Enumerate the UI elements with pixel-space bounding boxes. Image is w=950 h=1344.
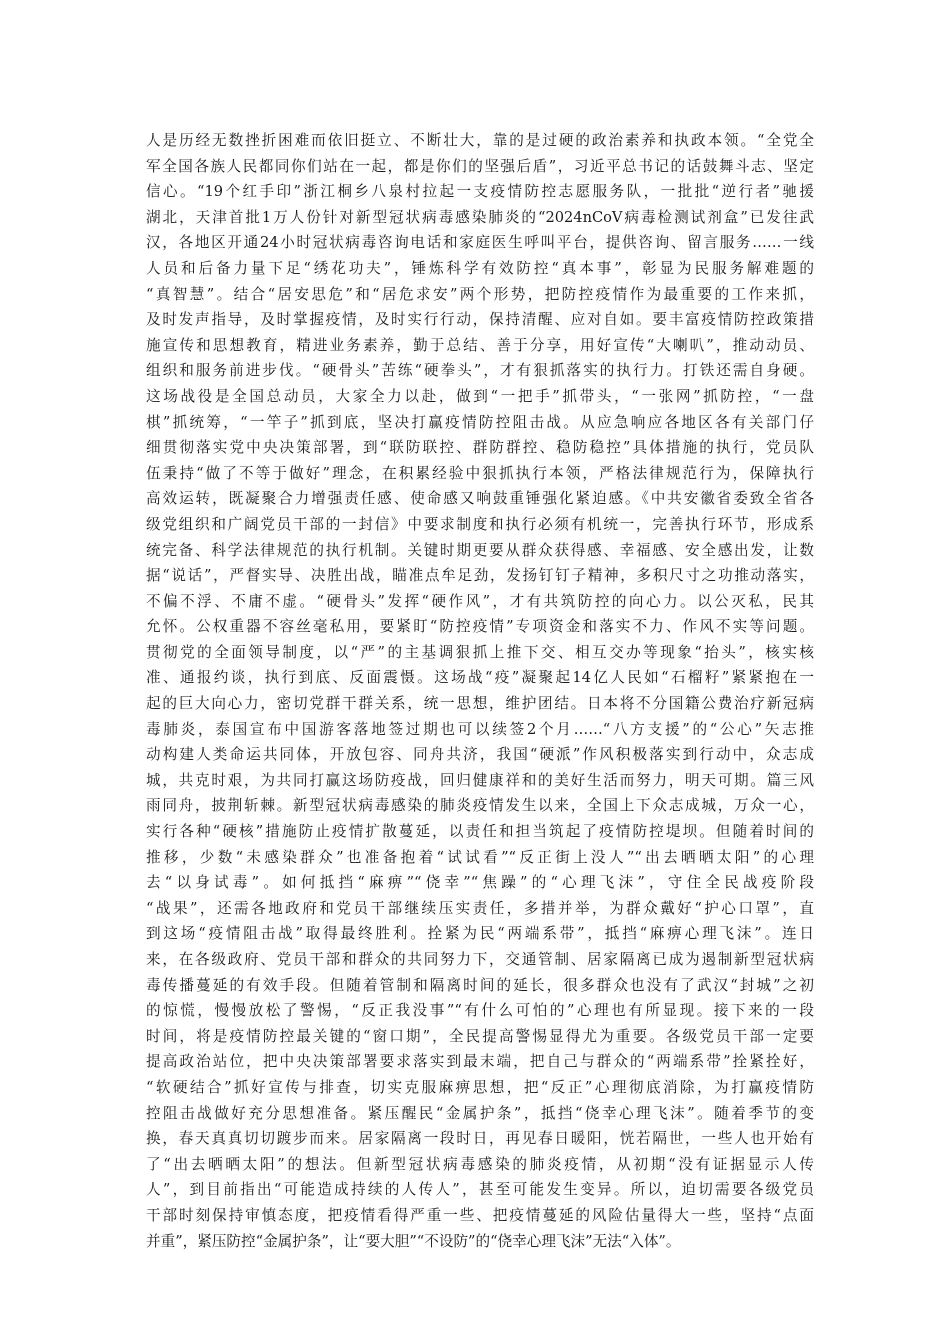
text-line: 允怀。公权重器不容丝毫私用，要紧盯“防控疫情”专项资金和落实不力、作风不实等问题。 (146, 618, 814, 636)
text-line: 实行各种“硬核”措施防止疫情扩散蔓延，以责任和担当筑起了疫情防控堤坝。但随着时间的 (146, 823, 814, 841)
text-line: 信心。“19个红手印”浙江桐乡八泉村拉起一支疫情防控志愿服务队，一批批“逆行者”驰援 (146, 183, 814, 201)
text-line: 统完备、科学法律规范的执行机制。关键时期更要从群众获得感、幸福感、安全感出发，让数 (146, 541, 814, 559)
text-line: 了“出去晒晒太阳”的想法。但新型冠状病毒感染的肺炎疫情，从初期“没有证据显示人传 (146, 1155, 814, 1173)
text-line: 不偏不浮、不庸不虚。“硬骨头”发挥“硬作风”，才有共筑防控的向心力。以公灭私，民其 (146, 592, 814, 610)
body-text (146, 128, 814, 1254)
text-line: 动构建人类命运共同体，开放包容、同舟共济，我国“硬派”作风积极落实到行动中，众志成 (146, 746, 814, 764)
text-line: 据“说话”，严督实导、决胜出战，瞄准点牟足劲，发扬钉钉子精神，多积尺寸之功推动落实， (146, 567, 814, 585)
text-line: 人员和后备力量下足“绣花功夫”，锤炼科学有效防控“真本事”，彰显为民服务解难题的 (146, 259, 814, 277)
text-line: 高效运转，既凝聚合力增强责任感、使命感又响鼓重锤强化紧迫感。《中共安徽省委致全省各 (146, 490, 814, 508)
text-line: 换，春天真真切切踱步而来。居家隔离一段时日，再见春日暖阳，恍若隔世，一些人也开始有 (146, 1130, 814, 1148)
text-line: “战果”，还需各地政府和党员干部继续压实责任，多措并举，为群众戴好“护心口罩”，直 (146, 899, 814, 917)
text-line: 控阻击战做好充分思想准备。紧压醒民“金属护条”，抵挡“侥幸心理飞沫”。随着季节的变 (146, 1104, 814, 1122)
text-line: 这场战役是全国总动员，大家全力以赴，做到“一把手”抓带头，“一张网”抓防控，“一盘 (146, 387, 814, 405)
text-line: 到这场“疫情阻击战”取得最终胜利。拴紧为民“两端系带”，抵挡“麻痹心理飞沫”。连日 (146, 925, 814, 943)
text-line: 时间，将是疫情防控最关键的“窗口期”，全民提高警惕显得尤为重要。各级党员干部一定要 (146, 1027, 814, 1045)
text-line: 来，在各级政府、党员干部和群众的共同努力下，交通管制、居家隔离已成为遏制新型冠状病 (146, 951, 814, 968)
text-line: 并重”，紧压防控“金属护条”，让“要大胆”“不设防”的“侥幸心理飞沫”无法“入体”。 (146, 1232, 681, 1250)
text-line: 的惊慌，慢慢放松了警惕，“反正我没事”“有什么可怕的”心理也有所显现。接下来的一段 (146, 1002, 814, 1020)
text-line: 毒传播蔓延的有效手段。但随着管制和隔离时间的延长，很多群众也没有了武汉“封城”之初 (146, 976, 814, 994)
text-line: 人是历经无数挫折困难而依旧挺立、不断壮大，靠的是过硬的政治素养和执政本领。“全党全 (146, 132, 814, 149)
text-line: 人”，到目前指出“可能造成持续的人传人”，甚至可能发生变异。所以，迫切需要各级党员 (146, 1181, 814, 1199)
text-line: “软硬结合”抓好宣传与排查，切实克服麻痹思想，把“反正”心理彻底消除，为打赢疫情防 (146, 1078, 814, 1096)
text-line: 级党组织和广阔党员干部的一封信》中要求制度和执行必须有机统一，完善执行环节，形成系 (146, 515, 814, 533)
text-line: 推移，少数“未感染群众”也准备抱着“试试看”“反正街上没人”“出去晒晒太阳”的心理 (146, 848, 814, 866)
text-line: 及时发声指导，及时掌握疫情，及时实行行动，保持清醒、应对自如。要丰富疫情防控政策措 (146, 311, 814, 329)
text-line: 去“以身试毒”。如何抵挡“麻痹”“侥幸”“焦躁”的“心理飞沫”，守住全民战疫阶段 (146, 874, 814, 892)
text-line: 伍秉持“做了不等于做好”理念，在积累经验中狠抓执行本领，严格法律规范行为，保障执行 (146, 464, 814, 482)
text-line: 提高政治站位，把中央决策部署要求落实到最末端，把自己与群众的“两端系带”拴紧拴好， (146, 1053, 814, 1071)
text-line: 贯彻党的全面领导制度，以“严”的主基调狠抓上推下交、相互交办等现象“抬头”，核实核 (146, 643, 814, 661)
text-line: 城，共克时艰，为共同打赢这场防疫战，回归健康祥和的美好生活而努力，明天可期。篇三风 (146, 771, 814, 789)
text-line: “真智慧”。结合“居安思危”和“居危求安”两个形势，把防控疫情作为最重要的工作来抓， (146, 285, 814, 303)
text-line: 施宣传和思想教育，精进业务素养，勤于总结、善于分享，用好宣传“大喇叭”，推动动员、 (146, 336, 814, 354)
text-line: 毒肺炎，泰国宣布中国游客落地签过期也可以续签2个月……“八方支援”的“公心”矢志推 (146, 720, 814, 738)
text-line: 干部时刻保持审慎态度，把疫情看得严重一些、把疫情蔓延的风险估量得大一些，坚持“点面 (146, 1206, 814, 1224)
text-line: 汉，各地区开通24小时冠状病毒咨询电话和家庭医生呼叫平台，提供咨询、留言服务……一线 (146, 234, 814, 252)
text-line: 军全国各族人民都同你们站在一起，都是你们的坚强后盾”，习近平总书记的话鼓舞斗志、坚定 (146, 157, 814, 175)
text-line: 组织和服务前进步伐。“硬骨头”苦练“硬拳头”，才有狠抓落实的执行力。打铁还需自身硬。 (146, 362, 814, 380)
text-line: 细贯彻落实党中央决策部署，到“联防联控、群防群控、稳防稳控”具体措施的执行，党员队 (146, 439, 814, 457)
text-line: 起的巨大向心力，密切党群干群关系，统一思想，维护团结。日本将不分国籍公费治疗新冠病 (146, 695, 814, 713)
text-line: 准、通报约谈，执行到底、反面震慑。这场战“疫”凝聚起14亿人民如“石榴籽”紧紧抱在一 (146, 669, 814, 687)
text-line: 湖北，天津首批1万人份针对新型冠状病毒感染肺炎的“2024nCoV病毒检测试剂盒”已发往武 (146, 208, 814, 226)
text-line: 雨同舟，披荆斩棘。新型冠状病毒感染的肺炎疫情发生以来，全国上下众志成城，万众一心， (146, 797, 814, 815)
text-line: 棋”抓统筹，“一竿子”抓到底，坚决打赢疫情防控阻击战。从应急响应各地区各有关部门仔 (146, 413, 814, 431)
